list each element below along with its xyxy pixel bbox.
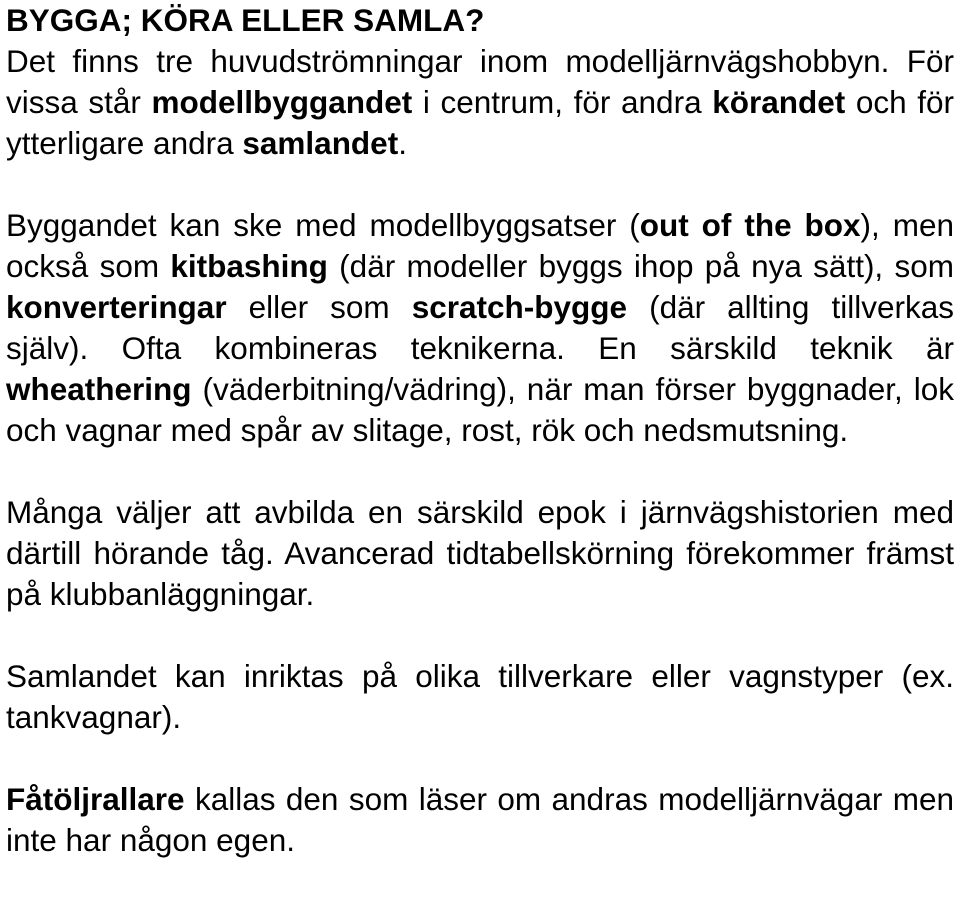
text-span: Byggandet kan ske med modellbyggsatser (	[6, 207, 640, 243]
text-span: (väderbitning/vädring), när man förser byggnader, lok och vagnar med spår av slitage, rost, rök och nedsmutsning.	[6, 371, 954, 448]
bold-term-scratch-bygge: scratch-bygge	[411, 289, 628, 325]
document-page	[6, 0, 954, 861]
bold-term-fatoljrallare: Fåtöljrallare	[6, 781, 185, 817]
text-span: (där allting tillverkas själv). Ofta kombineras teknikerna. En särskild teknik är	[6, 289, 954, 366]
paragraph-collecting	[6, 656, 954, 738]
bold-term-kitbashing: kitbashing	[170, 248, 328, 284]
paragraph-epoch	[6, 492, 954, 615]
text-span: kallas den som läser om andras modelljärnvägar men inte har någon egen.	[6, 781, 954, 858]
text-span: ), men också som	[6, 207, 954, 284]
text-span: Samlandet kan inriktas på olika tillverkare eller vagnstyper (ex. tankvagnar).	[6, 658, 954, 735]
text-span: i centrum, för andra	[412, 84, 713, 120]
bold-term-wheathering: wheathering	[6, 371, 192, 407]
text-span: .	[398, 125, 407, 161]
bold-term-korandet: körandet	[712, 84, 846, 120]
paragraph-armchair	[6, 779, 954, 861]
text-span: Många väljer att avbilda en särskild epok i järnvägshistorien med därtill hörande tåg. Avancerad tidtabellskörning förekommer främst på klubbanläggningar.	[6, 494, 954, 612]
paragraph-building	[6, 205, 954, 451]
paragraph-intro	[6, 41, 954, 164]
bold-term-konverteringar: konverteringar	[6, 289, 227, 325]
bold-term-out-of-the-box: out of the box	[639, 207, 861, 243]
bold-term-samlandet: samlandet	[242, 125, 399, 161]
bold-term-modellbyggandet: modellbyggandet	[151, 84, 413, 120]
text-span: Det finns tre huvudströmningar inom modelljärnvägshobbyn. För vissa står	[6, 43, 954, 120]
text-span: och för ytterligare andra	[6, 84, 955, 161]
text-span: eller som	[226, 289, 412, 325]
text-span: (där modeller byggs ihop på nya sätt), som	[327, 248, 954, 284]
document-heading: BYGGA; KÖRA ELLER SAMLA?	[6, 2, 485, 38]
